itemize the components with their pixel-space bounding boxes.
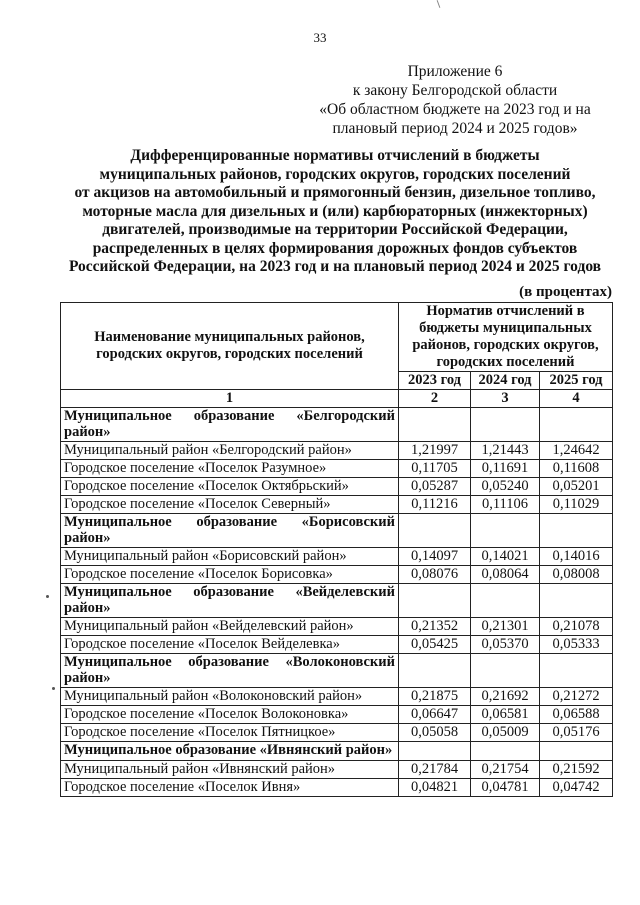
entity-name: Муниципальный район «Волоконовский район» [61,688,399,706]
district-name: Муниципальное образование «Вейделевский район» [61,584,399,618]
norm-value-2024: 0,06581 [471,706,540,724]
title-line: от акцизов на автомобильный и прямогонный бензин, дизельное топливо, [74,184,596,201]
norm-value-2024: 0,05240 [471,478,540,496]
norm-value-2024: 0,14021 [471,548,540,566]
norm-value-2025: 0,14016 [540,548,613,566]
empty-cell [471,408,540,442]
norm-value-2024: 0,21692 [471,688,540,706]
table-row [61,706,613,724]
empty-cell [540,408,613,442]
norm-value-2025: 0,05176 [540,724,613,742]
table-row [61,778,613,796]
entity-name: Городское поселение «Поселок Северный» [61,496,399,514]
empty-cell [471,514,540,548]
norm-value-2025: 0,04742 [540,778,613,796]
entity-name: Городское поселение «Поселок Вейделевка» [61,636,399,654]
norm-value-2023: 1,21997 [399,442,471,460]
title-line: муниципальных районов, городских округов, городских поселений [99,165,571,183]
document-title [50,147,620,277]
table-body [61,408,613,797]
empty-cell [399,584,471,618]
district-name: Муниципальное образование «Борисовский район» [61,514,399,548]
empty-cell [471,742,540,761]
district-name: Муниципальное образование «Волоконовский район» [61,654,399,688]
empty-cell [399,408,471,442]
appendix-line: к закону Белгородской области [352,82,558,99]
appendix-line: «Об областном бюджете на 2023 год и на [319,101,591,118]
norm-value-2023: 0,04821 [399,778,471,796]
norm-value-2023: 0,21352 [399,618,471,636]
header-name: Наименование муниципальных районов, городских округов, городских поселений [61,303,399,390]
district-name: Муниципальное образование «Белгородский район» [61,408,399,442]
norm-value-2023: 0,08076 [399,566,471,584]
title-line: распределенных в целях формирования дорожных фондов субъектов [92,239,578,257]
appendix-line: плановый период 2024 и 2025 годов» [332,120,578,137]
norm-value-2025: 0,05201 [540,478,613,496]
header-norm: Норматив отчислений в бюджеты муниципальных районов, городских округов, городских поселений [399,303,613,372]
norm-value-2023: 0,11705 [399,460,471,478]
norm-value-2023: 0,05425 [399,636,471,654]
entity-name: Муниципальный район «Белгородский район» [61,442,399,460]
norm-value-2025: 0,21078 [540,618,613,636]
norm-value-2024: 0,21754 [471,760,540,778]
norm-value-2025: 0,06588 [540,706,613,724]
empty-cell [540,584,613,618]
table-row [61,618,613,636]
appendix-header [300,62,610,138]
entity-name: Городское поселение «Поселок Волоконовка» [61,706,399,724]
norm-value-2023: 0,05287 [399,478,471,496]
table-row [61,478,613,496]
norm-value-2023: 0,06647 [399,706,471,724]
scan-speck [46,595,49,598]
scan-edge-mark [437,0,441,8]
header-year: 2025 год [540,372,613,390]
norm-value-2023: 0,14097 [399,548,471,566]
norm-value-2024: 0,05370 [471,636,540,654]
column-number: 3 [471,390,540,408]
table-row [61,636,613,654]
norm-value-2024: 0,11106 [471,496,540,514]
district-row [61,408,613,442]
entity-name: Городское поселение «Поселок Борисовка» [61,566,399,584]
norm-value-2025: 0,05333 [540,636,613,654]
empty-cell [399,514,471,548]
norm-value-2025: 0,21272 [540,688,613,706]
district-row [61,654,613,688]
column-number: 1 [61,390,399,408]
entity-name: Городское поселение «Поселок Октябрьский» [61,478,399,496]
entity-name: Муниципальный район «Борисовский район» [61,548,399,566]
entity-name: Муниципальный район «Ивнянский район» [61,760,399,778]
norm-value-2025: 0,11029 [540,496,613,514]
district-row [61,514,613,548]
header-year: 2023 год [399,372,471,390]
empty-cell [540,654,613,688]
scan-speck [52,687,55,690]
entity-name: Городское поселение «Поселок Ивня» [61,778,399,796]
units-label: (в процентах) [519,284,612,300]
norm-value-2023: 0,05058 [399,724,471,742]
entity-name: Городское поселение «Поселок Пятницкое» [61,724,399,742]
norm-value-2025: 0,11608 [540,460,613,478]
table-row [61,760,613,778]
norm-value-2023: 0,21784 [399,760,471,778]
entity-name: Муниципальный район «Вейделевский район» [61,618,399,636]
norm-value-2023: 0,11216 [399,496,471,514]
empty-cell [540,742,613,761]
empty-cell [399,654,471,688]
entity-name: Городское поселение «Поселок Разумное» [61,460,399,478]
header-year: 2024 год [471,372,540,390]
title-line: двигателей, производимые на территории Российской Федерации, [102,221,568,238]
column-number: 4 [540,390,613,408]
title-line: моторные масла для дизельных и (или) карбюраторных (инжекторных) [82,202,588,220]
table-row [61,442,613,460]
empty-cell [540,514,613,548]
norm-value-2023: 0,21875 [399,688,471,706]
norm-value-2024: 0,04781 [471,778,540,796]
table-row [61,724,613,742]
table-header [61,303,613,408]
appendix-line: Приложение 6 [407,63,503,80]
table-row [61,548,613,566]
norm-value-2024: 1,21443 [471,442,540,460]
norm-value-2024: 0,11691 [471,460,540,478]
page-number: 33 [313,30,327,45]
table-row [61,566,613,584]
district-row [61,584,613,618]
empty-cell [471,654,540,688]
title-line: Российской Федерации, на 2023 год и на плановый период 2024 и 2025 годов [68,258,602,275]
norm-value-2025: 1,24642 [540,442,613,460]
district-row [61,742,613,761]
column-number: 2 [399,390,471,408]
district-name: Муниципальное образование «Ивнянский район» [61,742,399,761]
title-line: Дифференцированные нормативы отчислений в бюджеты [130,147,540,164]
norm-value-2025: 0,08008 [540,566,613,584]
table-row [61,688,613,706]
norms-table [60,302,613,797]
empty-cell [399,742,471,761]
table-row [61,460,613,478]
norm-value-2024: 0,21301 [471,618,540,636]
empty-cell [471,584,540,618]
norm-value-2025: 0,21592 [540,760,613,778]
table-row [61,496,613,514]
norm-value-2024: 0,08064 [471,566,540,584]
norm-value-2024: 0,05009 [471,724,540,742]
